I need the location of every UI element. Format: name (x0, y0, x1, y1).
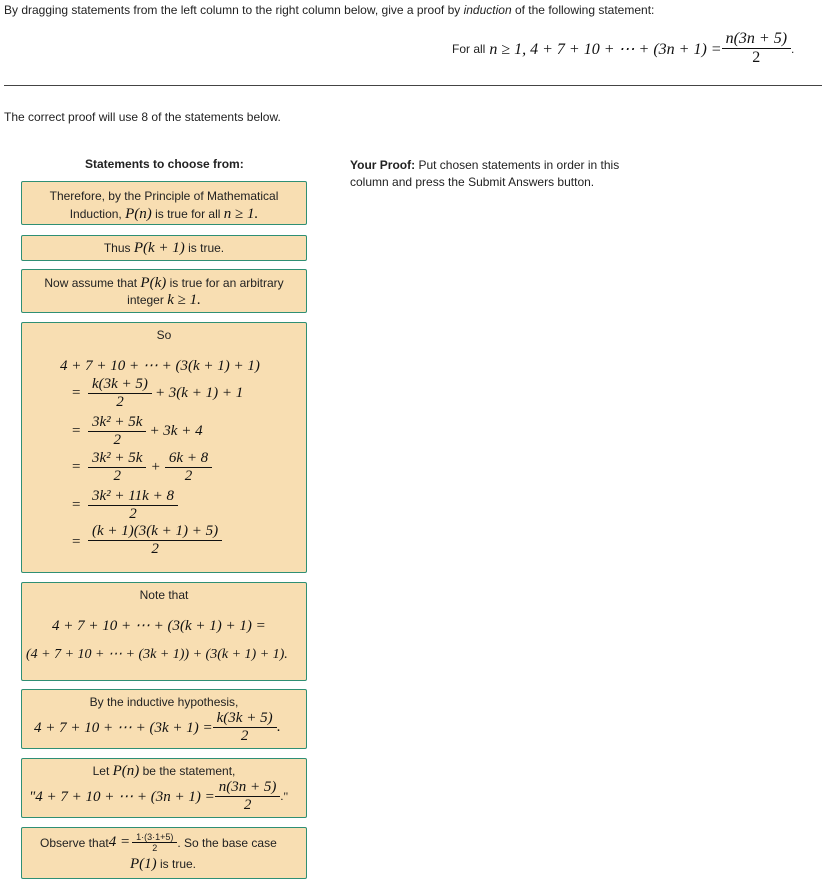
statement-card-assume[interactable]: Now assume that P(k) is true for an arbitrary integer k ≥ 1. (21, 269, 307, 313)
statement-card-conclusion[interactable]: Therefore, by the Principle of Mathematical Induction, P(n) is true for all n ≥ 1. (21, 181, 307, 225)
statement-card-inductive-hypothesis[interactable]: By the inductive hypothesis, 4 + 7 + 10 + ⋯ + (3k + 1) = $\frac{k(3k + 5)}{2}$ . (21, 689, 307, 749)
claim-statement (452, 30, 794, 67)
claim-end: . (791, 41, 795, 56)
statement-card-note-that[interactable]: Note that 4 + 7 + 10 + ⋯ + (3(k + 1) + 1) = (4 + 7 + 10 + ⋯ + (3k + 1)) + (3(k + 1) + 1). (21, 582, 307, 681)
claim-numerator: n(3n + 5) (725, 30, 788, 47)
claim-denominator: 2 (722, 48, 791, 67)
right-column-header (350, 157, 640, 191)
uses-note: The correct proof will use 8 of the statements below. (4, 110, 281, 124)
statement-card-so-derivation[interactable]: So 4 + 7 + 10 + ⋯ + (3(k + 1) + 1) = $\frac{k(3k + 5)}{2}$ + 3(k + 1) + 1 = $\frac{\text{3k² + 5k}}{2}$ + 3k + 4 = $\frac{\text{3k² + 5k}}{2}$ + $\frac{6k + 8}{2}$ = $\frac{\text{3k² + 11k + 8}}{2}$ = $\frac{(k + 1)(3(k + 1) + 5)}{2}$ (21, 322, 307, 573)
claim-fraction (724, 30, 789, 67)
divider (4, 85, 822, 86)
statement-card-thus[interactable]: Thus P(k + 1) is true. (21, 235, 307, 261)
statement-card-let-statement[interactable]: Let P(n) be the statement, "4 + 7 + 10 + ⋯ + (3n + 1) = $\frac{n(3n + 5)}{2}$ ." (21, 758, 307, 818)
right-column-instructions: Put chosen statements in order in this column and press the Submit Answers button. (350, 158, 620, 189)
right-column-title: Your Proof: (350, 158, 416, 172)
claim-label: For all (452, 41, 486, 56)
claim-lhs: n ≥ 1, 4 + 7 + 10 + ⋯ + (3n + 1) = (489, 40, 722, 58)
instructions: By dragging statements from the left column to the right column below, give a proof by induction of the following statement: (4, 3, 655, 17)
left-column-title: Statements to choose from: (85, 157, 244, 171)
statement-card-base-case[interactable]: Observe that 4 = $\frac{1\cdot(3\cdot 1+5)}{2}$ . So the base case P(1) is true. (21, 827, 307, 879)
